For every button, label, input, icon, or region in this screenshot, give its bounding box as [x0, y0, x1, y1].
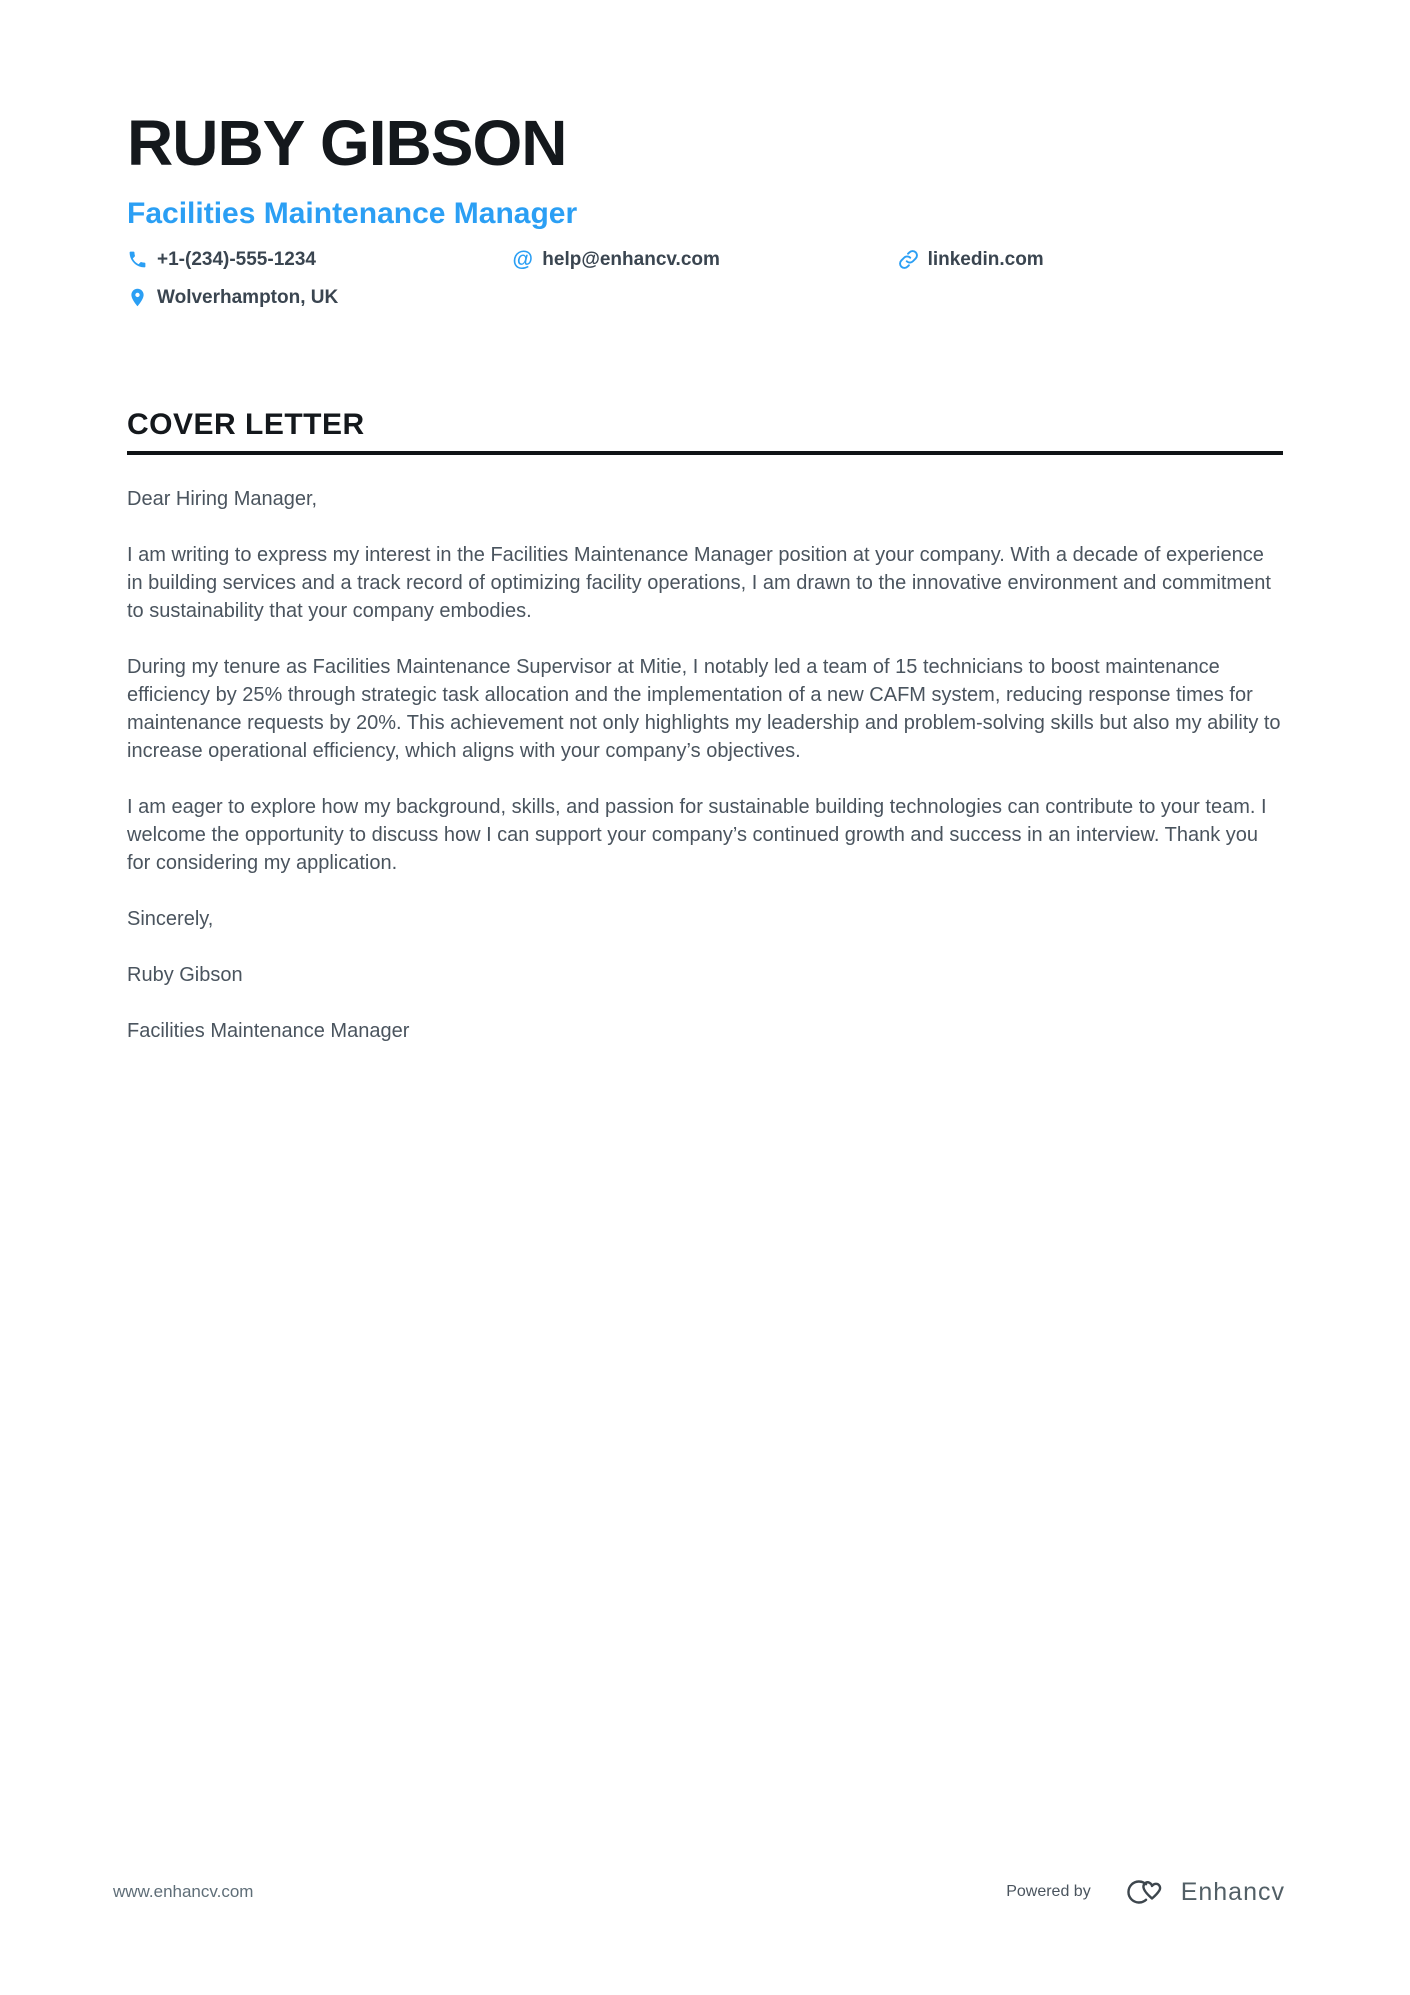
job-title: Facilities Maintenance Manager: [127, 197, 578, 231]
location-pin-icon: [127, 287, 148, 308]
closing: Sincerely,: [127, 907, 214, 930]
linkedin-contact[interactable]: [898, 248, 1283, 272]
location-contact: [127, 286, 512, 310]
email-contact[interactable]: [512, 248, 897, 272]
link-icon: [898, 249, 919, 270]
letter-paragraph: I am writing to express my interest in the Facilities Maintenance Manager position at your company. With a decade of experience in building services and a track record of optimizing facility operations, I am drawn to the innovative environment and commitment to sustainability that your company embodies.: [127, 543, 1271, 622]
brand-name: Enhancv: [1180, 1877, 1285, 1906]
phone-icon: [127, 249, 148, 270]
section-heading: COVER LETTER: [127, 407, 365, 441]
linkedin-url[interactable]: linkedin.com: [927, 248, 1044, 270]
footer: [113, 1877, 1285, 1907]
powered-by-label: Powered by: [1006, 1883, 1091, 1900]
cover-letter-section: [127, 408, 1283, 1045]
header: [127, 107, 1283, 310]
contact-row-1: [127, 248, 1283, 272]
brand-lockup[interactable]: [1006, 1877, 1285, 1907]
enhancv-logo-icon: [1119, 1877, 1167, 1907]
location-text: Wolverhampton, UK: [157, 286, 339, 308]
salutation: Dear Hiring Manager,: [127, 487, 318, 510]
signature-name: Ruby Gibson: [127, 963, 243, 986]
letter-paragraph: I am eager to explore how my background, skills, and passion for sustainable building technologies can contribute to your team. I welcome the opportunity to discuss how I can support your company’s continued growth and success in an interview. Thank you for considering my application.: [127, 795, 1267, 874]
phone-number: +1-(234)-555-1234: [157, 248, 316, 270]
section-divider: [127, 451, 1283, 455]
site-url[interactable]: www.enhancv.com: [113, 1882, 254, 1901]
signature-title: Facilities Maintenance Manager: [127, 1019, 410, 1042]
letter-paragraph: During my tenure as Facilities Maintenance Supervisor at Mitie, I notably led a team of 15 technicians to boost maintenance efficiency by 25% through strategic task allocation and the implementation of a new CAFM system, reducing response times for maintenance requests by 20%. This achievement not only highlights my leadership and problem-solving skills but also my ability to increase operational efficiency, which aligns with your company’s objectives.: [127, 655, 1281, 762]
email-address[interactable]: help@enhancv.com: [542, 248, 720, 270]
at-icon: @: [512, 248, 534, 272]
person-name: RUBY GIBSON: [127, 107, 567, 179]
letter-body: [127, 485, 1283, 1045]
phone-contact: [127, 248, 512, 272]
contact-info: [127, 248, 1283, 310]
contact-row-2: [127, 286, 1283, 310]
